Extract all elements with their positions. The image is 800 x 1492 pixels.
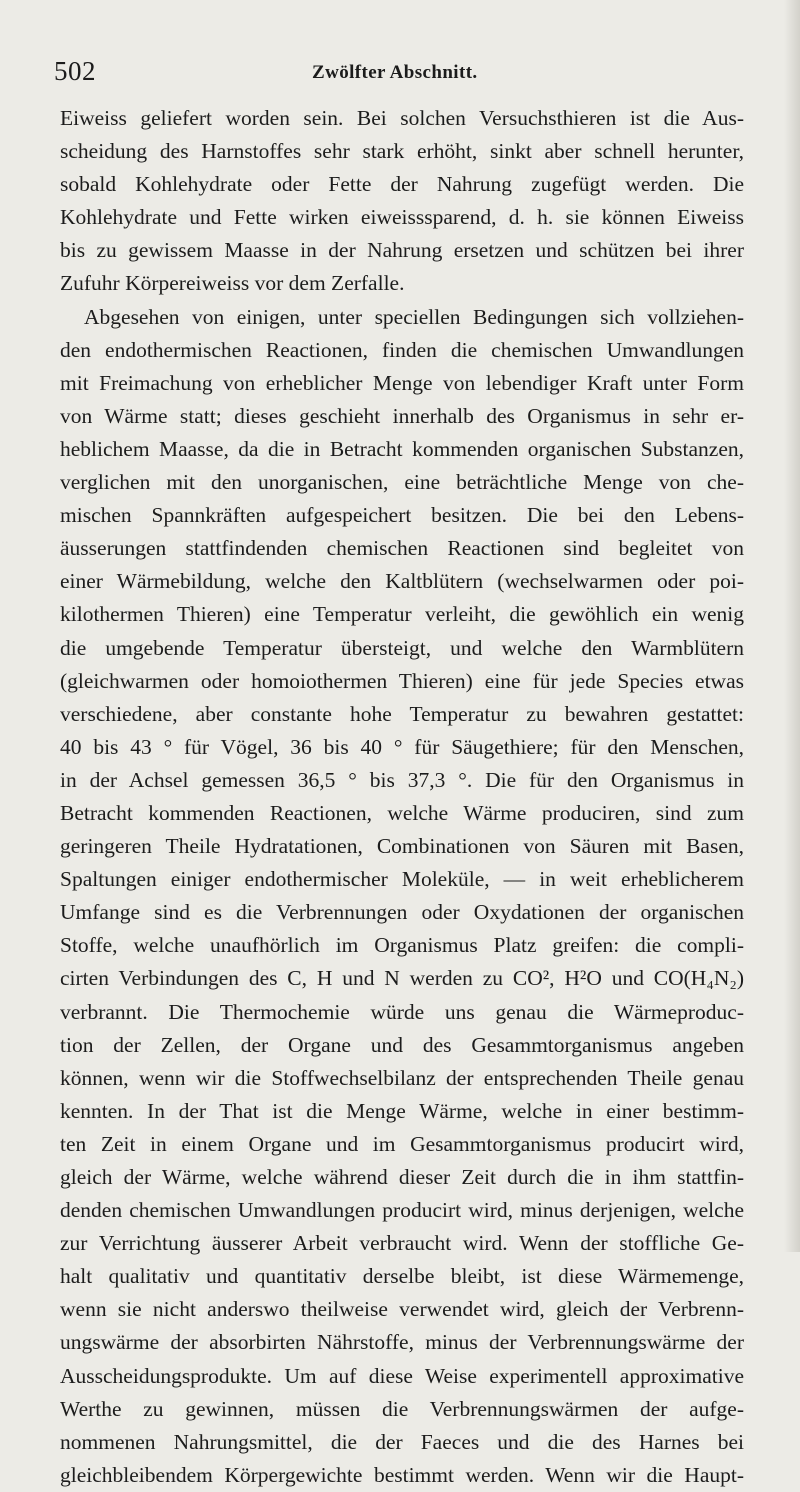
page-edge-shadow (784, 0, 800, 1252)
text-line: Zufuhr Körpereiweiss vor dem Zerfalle. (60, 271, 405, 296)
text-line: verschiedene, aber constante hohe Temperatur zu bewahren gestattet: (60, 701, 744, 726)
text-line: geringeren Theile Hydratationen, Combinationen von Säuren mit Basen, (60, 834, 744, 859)
text-line: scheidung des Harnstoffes sehr stark erhöht, sinkt aber schnell herunter, (60, 139, 744, 164)
text-line: kennten. In der That ist die Menge Wärme, welche in einer bestimm- (60, 1098, 744, 1123)
text-line: heblichem Maasse, da die in Betracht kommenden organischen Substanzen, (60, 436, 744, 461)
text-line: verbrannt. Die Thermochemie würde uns genau die Wärmeproduc- (60, 999, 744, 1024)
text-line: denden chemischen Umwandlungen producirt wird, minus derjenigen, welche (60, 1198, 744, 1223)
running-head: Zwölfter Abschnitt. (312, 62, 478, 83)
text-line: halt qualitativ und quantitativ derselbe bleibt, ist diese Wärmemenge, (60, 1264, 744, 1289)
text-line: von Wärme statt; dieses geschieht innerhalb des Organismus in sehr er- (60, 403, 744, 428)
text-line: Spaltungen einiger endothermischer Moleküle, — in weit erheblicherem (60, 867, 744, 892)
text-line: Betracht kommenden Reactionen, welche Wärme produciren, sind zum (60, 800, 744, 825)
text-line: mischen Spannkräften aufgespeichert besitzen. Die bei den Lebens- (60, 503, 744, 528)
text-line: Stoffe, welche unaufhörlich im Organismus Platz greifen: die compli- (60, 933, 744, 958)
text-line: tion der Zellen, der Organe und des Gesammtorganismus angeben (60, 1032, 744, 1057)
text-line: können, wenn wir die Stoffwechselbilanz der entsprechenden Theile genau (60, 1065, 744, 1090)
body-text (60, 102, 744, 1492)
text-line: den endothermischen Reactionen, finden die chemischen Umwandlungen (60, 337, 744, 362)
text-line: cirten Verbindungen des C, H und N werden zu CO², H²O und CO(H₄N₂) (60, 966, 744, 991)
text-line: (gleichwarmen oder homoiothermen Thieren) eine für jede Species etwas (60, 668, 744, 693)
text-line: gleich der Wärme, welche während dieser Zeit durch die in ihm stattfin- (60, 1165, 744, 1189)
text-line: sobald Kohlehydrate oder Fette der Nahrung zugefügt werden. Die (60, 172, 744, 197)
text-line: nommenen Nahrungsmittel, die der Faeces und die des Harnes bei (60, 1429, 744, 1454)
text-line: Eiweiss geliefert worden sein. Bei solchen Versuchsthieren ist die Aus- (60, 106, 744, 130)
text-line: kilothermen Thieren) eine Temperatur verleiht, die gewöhlich ein wenig (60, 602, 744, 627)
text-line: die umgebende Temperatur übersteigt, und welche den Warmblütern (60, 635, 744, 660)
text-line: ungswärme der absorbirten Nährstoffe, minus der Verbrennungswärme der (60, 1330, 744, 1355)
text-line: Umfange sind es die Verbrennungen oder Oxydationen der organischen (60, 900, 744, 925)
text-line: 40 bis 43 ° für Vögel, 36 bis 40 ° für Säugethiere; für den Menschen, (60, 734, 744, 759)
text-line: Ausscheidungsprodukte. Um auf diese Weise experimentell approximative (60, 1363, 744, 1388)
text-line: Werthe zu gewinnen, müssen die Verbrennungswärmen der aufge- (60, 1396, 744, 1421)
text-line: äusserungen stattfindenden chemischen Reactionen sind begleitet von (60, 536, 744, 561)
text-line: verglichen mit den unorganischen, eine beträchtliche Menge von che- (60, 470, 744, 495)
text-line: bis zu gewissem Maasse in der Nahrung ersetzen und schützen bei ihrer (60, 238, 744, 263)
page-number: 502 (54, 56, 96, 86)
text-line: gleichbleibendem Körpergewichte bestimmt werden. Wenn wir die Haupt- (60, 1462, 744, 1487)
text-line: einer Wärmebildung, welche den Kaltblütern (wechselwarmen oder poi- (60, 569, 744, 594)
text-line: ten Zeit in einem Organe und im Gesammtorganismus producirt wird, (60, 1131, 744, 1156)
text-line: Abgesehen von einigen, unter speciellen Bedingungen sich vollziehen- (84, 304, 744, 329)
text-line: wenn sie nicht anderswo theilweise verwendet wird, gleich der Verbrenn- (60, 1297, 744, 1322)
page-header (0, 52, 800, 88)
text-line: mit Freimachung von erheblicher Menge von lebendiger Kraft unter Form (60, 370, 744, 395)
text-line: in der Achsel gemessen 36,5 ° bis 37,3 °. Die für den Organismus in (60, 767, 744, 792)
text-line: Kohlehydrate und Fette wirken eiweisssparend, d. h. sie können Eiweiss (60, 205, 744, 230)
text-line: zur Verrichtung äusserer Arbeit verbraucht wird. Wenn der stoffliche Ge- (60, 1231, 744, 1256)
